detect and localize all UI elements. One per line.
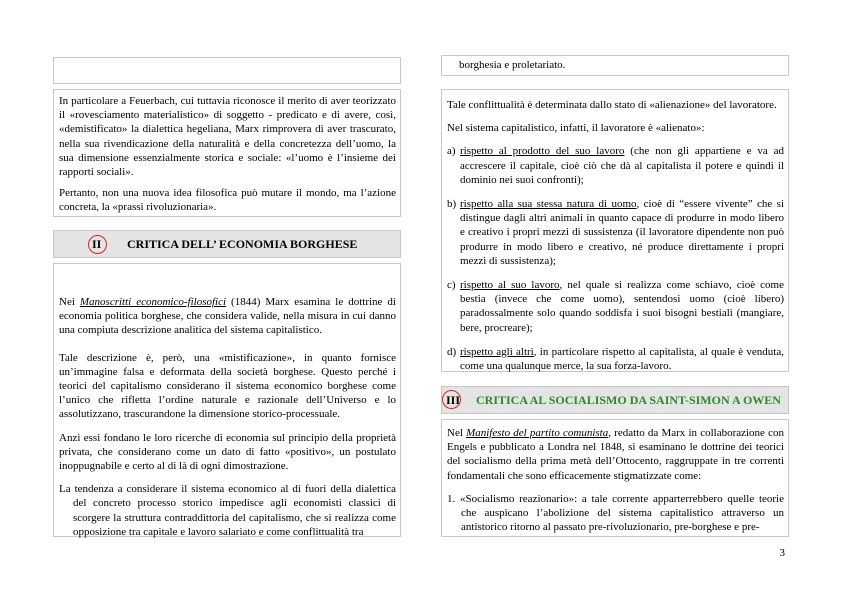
section-number: II [92,237,102,251]
paragraph-proprieta: Anzi essi fondano le loro ricerche di economia sul principio della proprietà privata, che considerano come un dato di fatto «positivo», un postulato inoppugnabile e certo al di là di ogni dimostrazione. [59,431,396,473]
paragraph-alienato: Nel sistema capitalistico, infatti, il lavoratore è «alienato»: [447,122,705,135]
section-number: III [446,393,461,407]
section-heading-2 [53,230,401,258]
list-item-a: a) rispetto al prodotto del suo lavoro (che non gli appartiene e va ad accrescere il capitale, cioè ciò che dà al capitalista il potere e quindi il dominio nei suoi confronti); [447,145,785,186]
list-item-c: c) rispetto al suo lavoro, nel quale si realizza come schiavo, cioè come bestia (invece che come uomo), sentendosi uomo (cioè libero) paradossalmente solo quando soddisfa i suoi bisogni bestiali (mangiare, bere, procreare); [447,279,784,334]
book-title-manoscritti: Manoscritti economico-filosofici [79,296,227,308]
book-title-manifesto: Manifesto del partito comunista [466,427,609,439]
text-box-feuerbach [53,89,401,217]
paragraph-feuerbach: In particolare a Feuerbach, cui tuttavia riconosce il merito di aver teorizzato il «rovesciamento materialistico» di soggetto - predicato e di avere, così, «demistificato» la dialettica hegeliana, Marx rimprovera di aver trascurato, nella sua rivendicazione della naturalità e della concretezza dell’uomo, la sua dimensione essenzialmente storica e sociale: «l’uomo è l’insieme dei rapporti sociali». [59,95,396,179]
paragraph-socialismo-reazionario: 1. «Socialismo reazionario»: a tale corrente apparterrebbero quelle teorie che auspicano l’abolizione del sistema capitalistico attraverso un antistorico ritorno al passato pre-rivoluzionario, pre-borghese e pre- [447,492,784,534]
page-number: 3 [779,547,785,559]
list-item-d: d) rispetto agli altri, in particolare rispetto al capitalista, al quale è venduta, come una qualunque merce, la sua forza-lavoro. [447,345,784,373]
paragraph-manifesto: Nel Manifesto del partito comunista, redatto da Marx in collaborazione con Engels e pubblicato a Londra nel 1848, si esaminano le dottrine dei teorici del socialismo della prima metà dell’Ottocento, raggruppate in tre correnti fondamentali che sono efficacemente stigmatizzate come: [447,427,785,482]
paragraph-prassi: Pertanto, non una nuova idea filosofica può mutare il mondo, ma l’azione concreta, la «prassi rivoluzionaria». [59,187,396,214]
paragraph-mistificazione: Tale descrizione è, però, una «mistificazione», in quanto fornisce un’immagine falsa e deformata della società borghese. Questo perché i teorici del capitalismo considerano il sistema economico borghese come l’unico che rifletta l’ordine naturale e razionale dell’Universo e lo assolutizzano, trascurandone la dimensione storico-processuale. [59,351,396,421]
text-box-economia [53,263,401,537]
paragraph-dialettica: La tendenza a considerare il sistema economico al di fuori della dialettica del concreto processo storico impedisce agli economisti classici di scorgere la struttura contraddittoria del capitalismo, che si realizza come opposizione tra capitale e lavoro salariato e come conflittualità tra [59,483,396,538]
paragraph-manoscritti: Nei Manoscritti economico-filosofici (1844) Marx esamina le dottrine di economia politica borghese, che considera valide, nella misura in cui danno una compiuta descrizione analitica del sistema capitalistico. [59,296,396,337]
text-box-alienazione [441,89,789,372]
paragraph-conflittualita: Tale conflittualità è determinata dallo stato di «alienazione» del lavoratore. [447,99,777,111]
empty-box-top-left [53,57,401,84]
text-box-continuation [441,55,789,76]
section-title: CRITICA AL SOCIALISMO DA SAINT-SIMON A OWEN [476,393,781,407]
section-heading-3 [441,386,789,414]
list-item-b: b) rispetto alla sua stessa natura di uomo, cioè di “essere vivente” che si distingue dagli altri animali in quanto capace di produrre in modo libero e creativo i propri mezzi di sussistenza (il lavoratore dipendente non può produrre in modo libero e creativo, né produce direttamente i propri mezzi di sussistenza); [447,198,784,267]
continuation-line: borghesia e proletariato. [459,59,566,71]
text-box-socialismo [441,419,789,537]
section-title: CRITICA DELL’ ECONOMIA BORGHESE [127,237,358,251]
